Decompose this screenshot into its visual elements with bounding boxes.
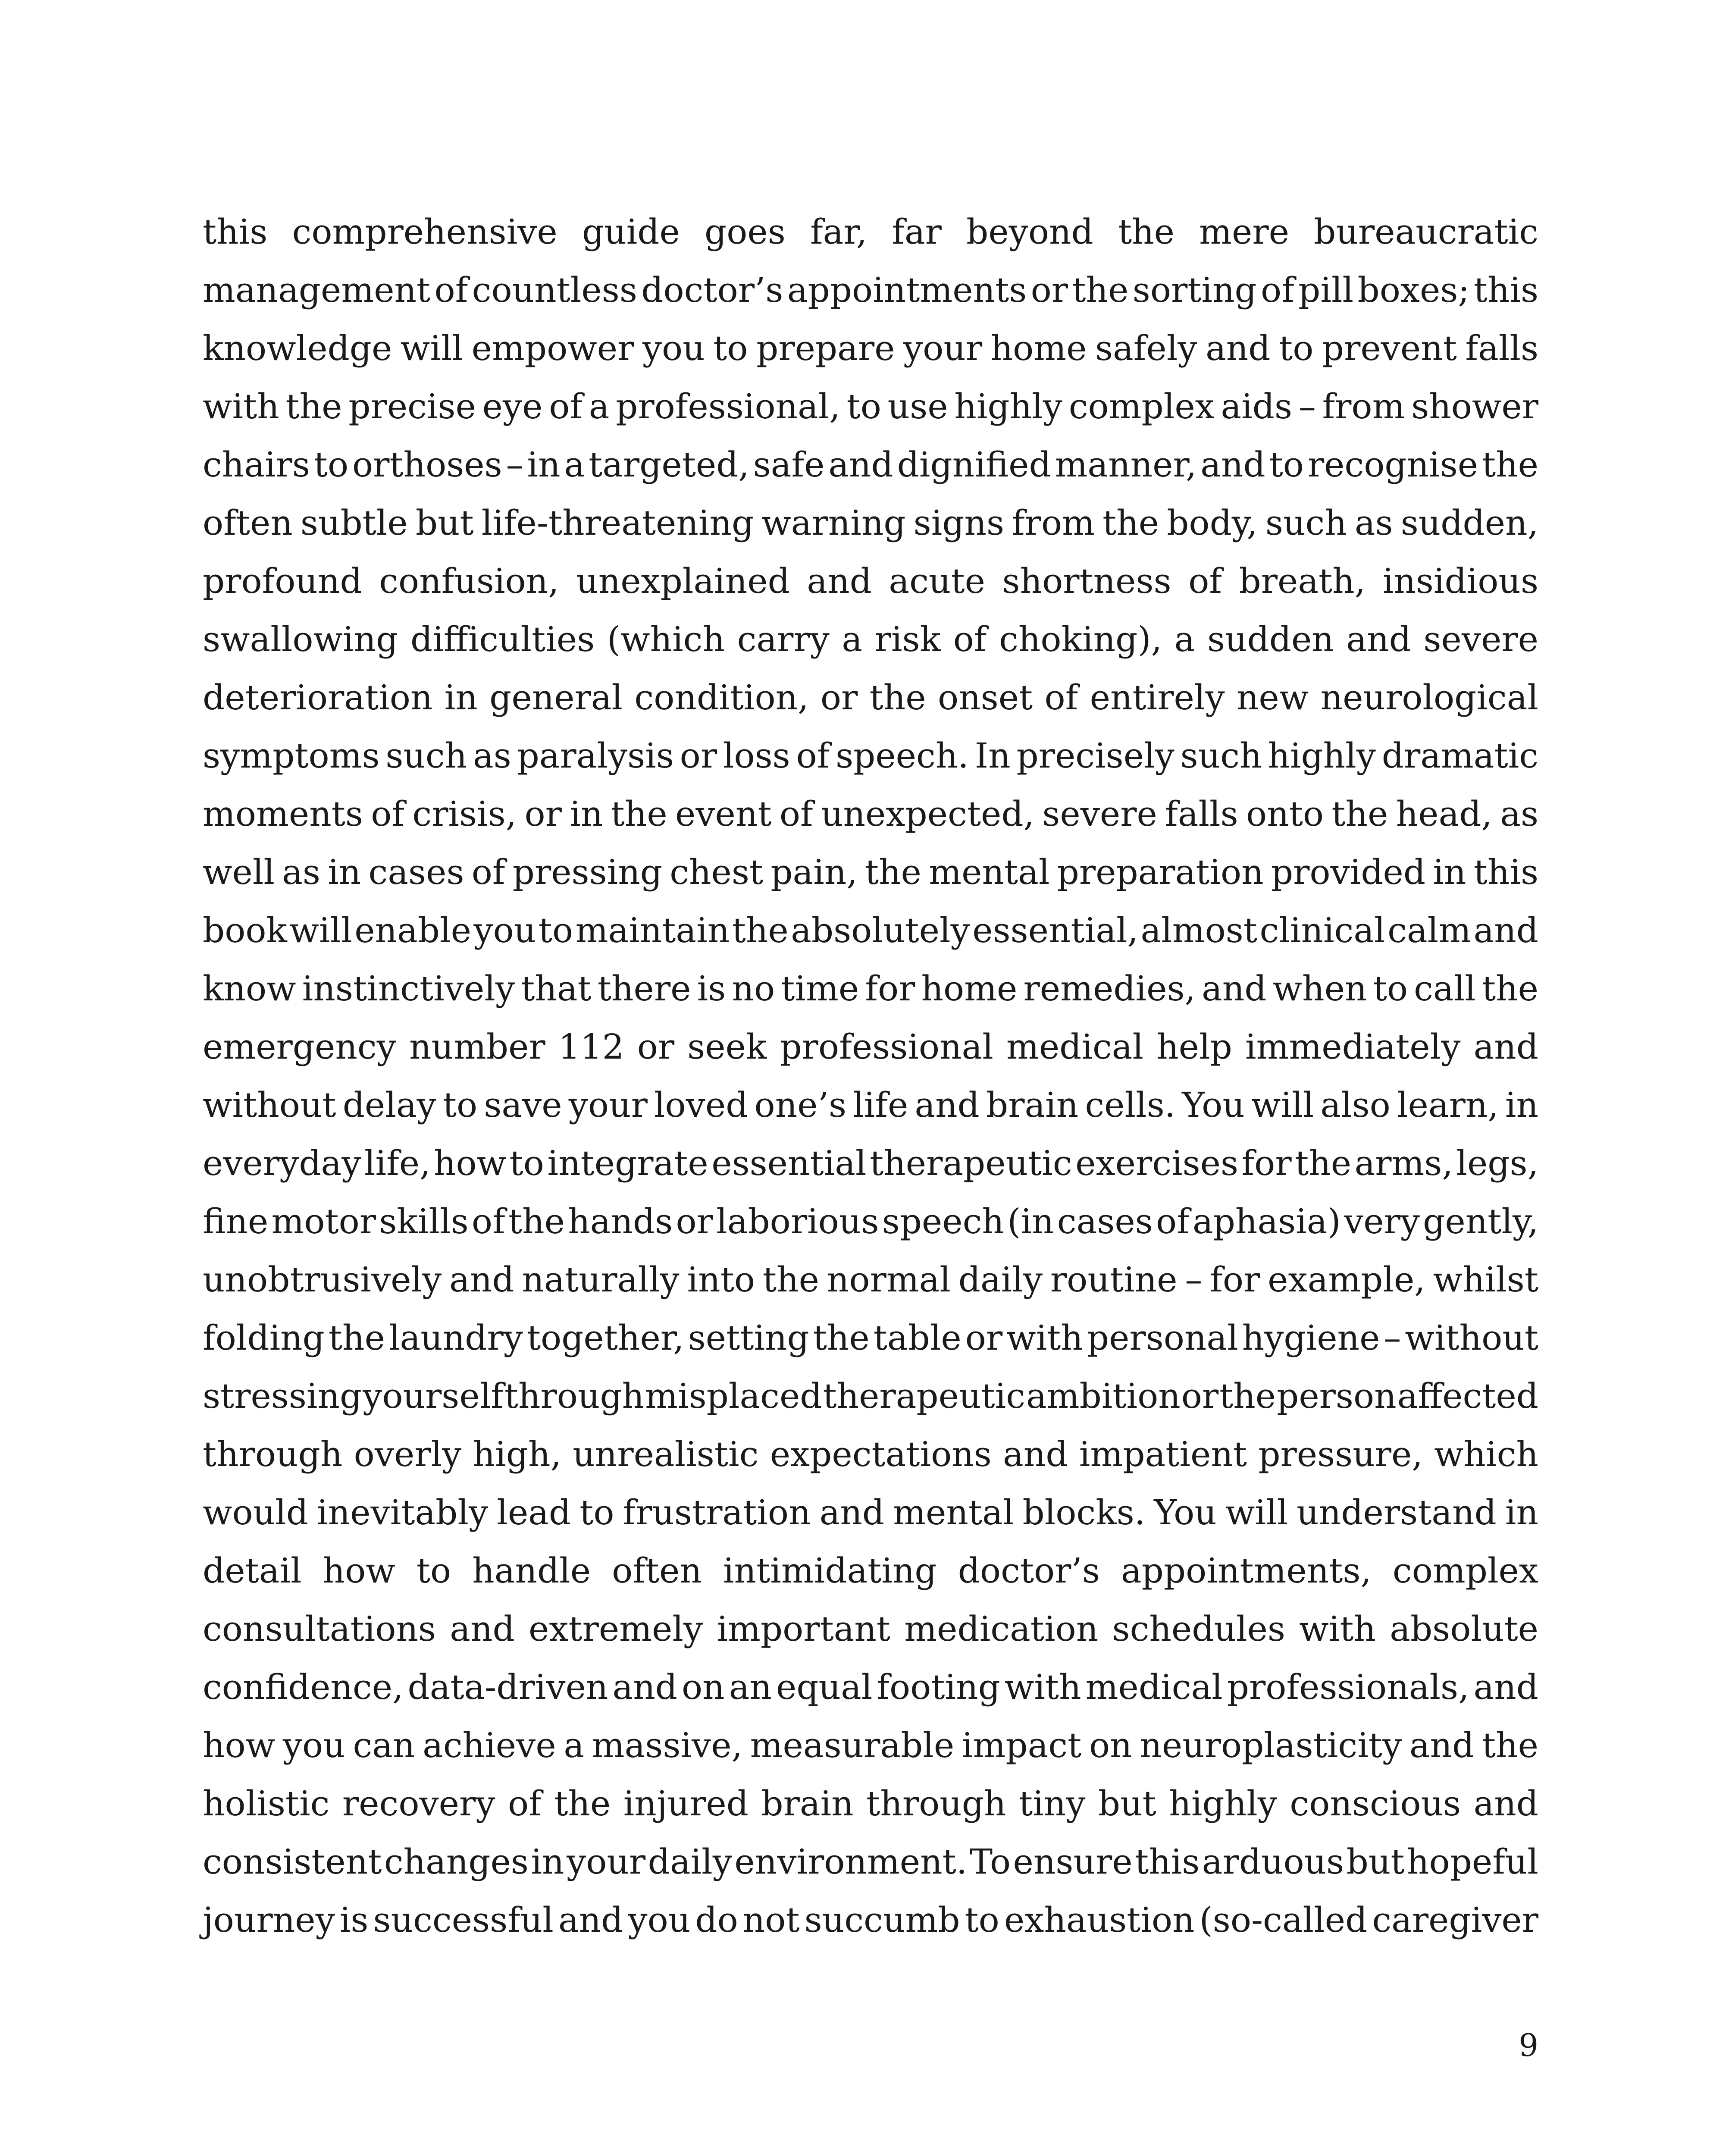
text-line: with the precise eye of a professional, to use highly complex aids – from shower [203,386,1538,426]
text-line: through overly high, unrealistic expectations and impatient pressure, which [203,1434,1538,1474]
text-line: this comprehensive guide goes far, far beyond the mere bureaucratic [203,212,1538,252]
text-line: holistic recovery of the injured brain through tiny but highly conscious and [203,1783,1538,1824]
text-line: deterioration in general condition, or the onset of entirely new neurological [203,677,1538,718]
text-line: emergency number 112 or seek professional medical help immediately and [203,1027,1538,1067]
text-line: symptoms such as paralysis or loss of speech. In precisely such highly dramatic [203,736,1538,776]
text-line: knowledge will empower you to prepare your home safely and to prevent falls [203,328,1538,368]
page-number: 9 [1519,2027,1538,2063]
text-line: management of countless doctor’s appointments or the sorting of pill boxes; this [203,270,1539,310]
text-line: without delay to save your loved one’s life and brain cells. You will also learn, in [203,1085,1538,1125]
text-line: consultations and extremely important medication schedules with absolute [203,1609,1538,1649]
text-line: consistent changes in your daily environment. To ensure this arduous but hopeful [203,1842,1538,1882]
text-line: everyday life, how to integrate essential therapeutic exercises for the arms, legs, [203,1143,1538,1183]
text-line: folding the laundry together, setting the table or with personal hygiene – without [203,1318,1538,1358]
text-line: profound confusion, unexplained and acute shortness of breath, insidious [203,561,1538,601]
text-line: chairs to orthoses – in a targeted, safe and dignified manner, and to recognise the [203,445,1539,485]
text-line: swallowing difficulties (which carry a risk of choking), a sudden and severe [203,619,1538,659]
text-line: well as in cases of pressing chest pain, the mental preparation provided in this [203,852,1538,892]
text-line: journey is successful and you do not succumb to exhaustion (so-called caregiver [203,1900,1538,1940]
text-line: book will enable you to maintain the absolutely essential, almost clinical calm and [203,910,1538,950]
text-line: stressing yourself through misplaced therapeutic ambition or the person affected [203,1376,1538,1416]
text-line: detail how to handle often intimidating doctor’s appointments, complex [203,1551,1538,1591]
text-line: moments of crisis, or in the event of unexpected, severe falls onto the head, as [203,794,1538,834]
text-line: know instinctively that there is no time for home remedies, and when to call the [203,968,1538,1009]
text-line: confidence, data-driven and on an equal footing with medical professionals, and [203,1667,1538,1707]
text-line: fine motor skills of the hands or laborious speech (in cases of aphasia) very gently, [203,1201,1538,1241]
text-line: would inevitably lead to frustration and mental blocks. You will understand in [203,1492,1538,1532]
body-paragraph [203,203,1538,1949]
text-line: unobtrusively and naturally into the normal daily routine – for example, whilst [203,1260,1538,1300]
text-line: how you can achieve a massive, measurable impact on neuroplasticity and the [203,1725,1538,1765]
text-line: often subtle but life-threatening warning signs from the body, such as sudden, [203,503,1538,543]
